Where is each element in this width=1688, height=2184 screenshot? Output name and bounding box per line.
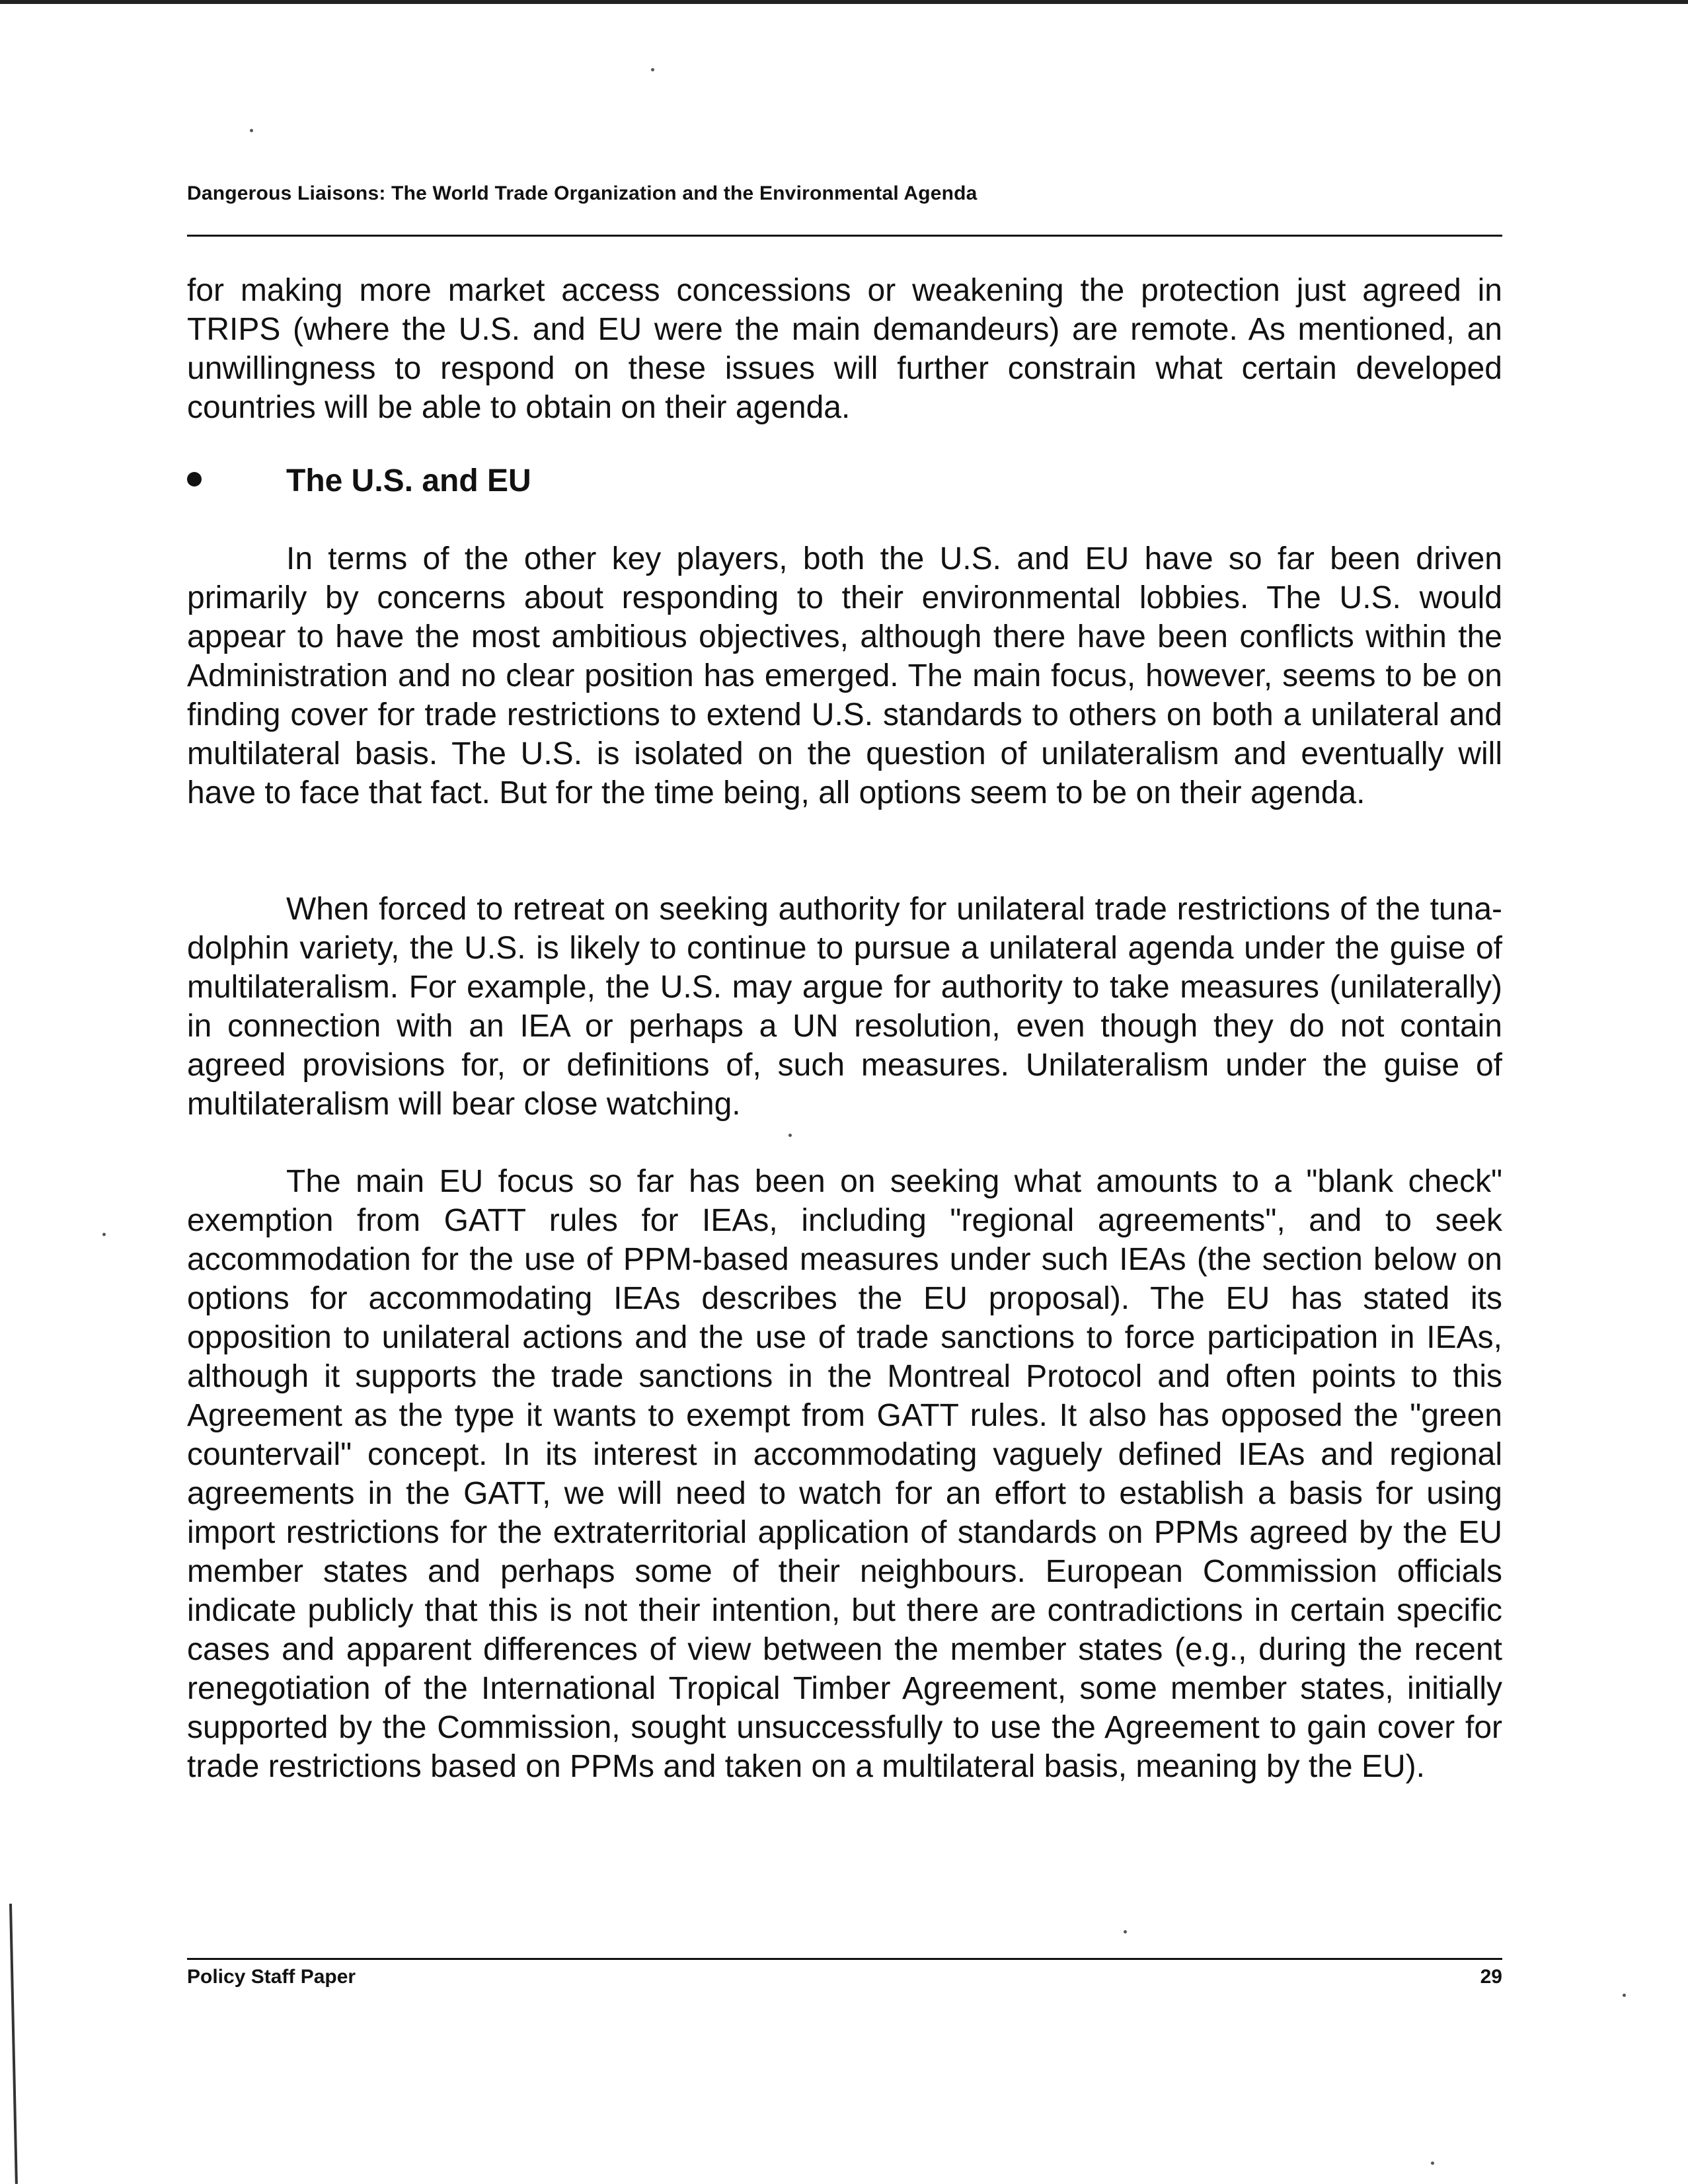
scan-speck [1124, 1930, 1127, 1933]
scan-speck [788, 1134, 792, 1137]
scan-speck [250, 129, 253, 132]
body-paragraph: The main EU focus so far has been on seeking what amounts to a "blank check" exemption from GATT rules for IEAs, including "regional agreements", and to seek accommodation for the use of PPM-based measures under such IEAs (the section below on options for accommodating IEAs describes the EU proposal). The EU has stated its opposition to unilateral actions and the use of trade sanctions to force participation in IEAs, although it supports the trade sanctions in the Montreal Protocol and often points to this Agreement as the type it wants to exempt from GATT rules. It also has opposed the "green countervail" concept. In its interest in accommodating vaguely defined IEAs and regional agreements in the GATT, we will need to watch for an effort to establish a basis for using import restrictions for the extraterritorial application of standards on PPMs agreed by the EU member states and perhaps some of their neighbours. European Commission officials indicate publicly that this is not their intention, but there are contradictions in certain specific cases and apparent differences of view between the member states (e.g., during the recent renegotiation of the International Tropical Timber Agreement, some member states, initially supported by the Commission, sought unsuccessfully to use the Agreement to gain cover for trade restrictions based on PPMs and taken on a multilateral basis, meaning by the EU). [187, 1164, 1502, 1784]
scan-speck [102, 1233, 106, 1236]
section-heading-label: The U.S. and EU [286, 463, 531, 498]
bullet-icon [187, 472, 202, 487]
scan-top-edge [0, 0, 1688, 4]
scan-speck [1431, 2162, 1434, 2165]
scan-speck [1623, 1994, 1626, 1997]
footer-publication: Policy Staff Paper [187, 1966, 356, 1988]
page-number: 29 [1480, 1966, 1502, 1988]
header-divider [187, 235, 1502, 237]
running-header: Dangerous Liaisons: The World Trade Organization and the Environmental Agenda [187, 182, 978, 204]
scan-speck [651, 68, 654, 71]
scan-binding-edge [9, 1904, 18, 2184]
intro-paragraph: for making more market access concessions or weakening the protection just agreed in TRIPS (where the U.S. and EU were the main demandeurs) are remote. As mentioned, an unwillingness to respond on these issues will further constrain what certain developed countries will be able to obtain on their agenda. [187, 273, 1502, 425]
body-paragraph: When forced to retreat on seeking authority for unilateral trade restrictions of the tuna-dolphin variety, the U.S. is likely to continue to pursue a unilateral agenda under the guise of multilateralism. For example, the U.S. may argue for authority to take measures (unilaterally) in connection with an IEA or perhaps a UN resolution, even though they do not contain agreed provisions for, or definitions of, such measures. Unilateralism under the guise of multilateralism will bear close watching. [187, 892, 1502, 1122]
body-paragraph: In terms of the other key players, both the U.S. and EU have so far been driven primarily by concerns about responding to their environmental lobbies. The U.S. would appear to have the most ambitious objectives, although there have been conflicts within the Administration and no clear position has emerged. The main focus, however, seems to be on finding cover for trade restrictions to extend U.S. standards to others on both a unilateral and multilateral basis. The U.S. is isolated on the question of unilateralism and eventually will have to face that fact. But for the time being, all options seem to be on their agenda. [187, 541, 1502, 810]
footer-divider [187, 1958, 1502, 1960]
